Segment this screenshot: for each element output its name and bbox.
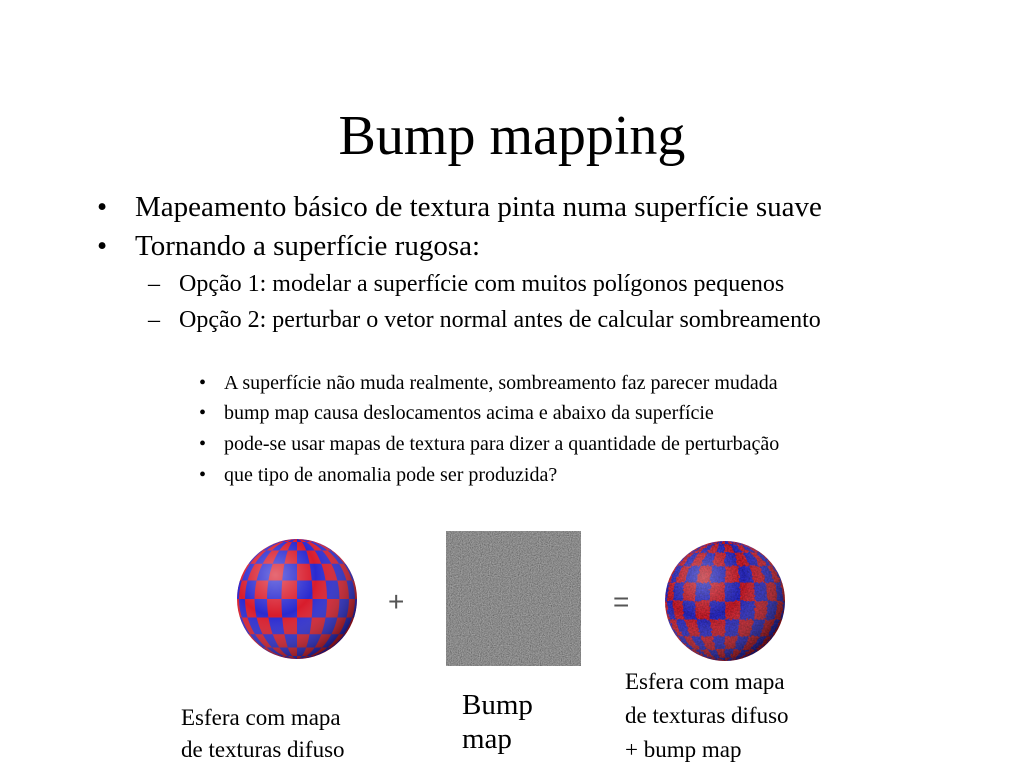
caption-line: map bbox=[462, 723, 512, 755]
checkered-sphere-bump-image bbox=[664, 540, 786, 662]
caption-bump-sphere bbox=[625, 665, 789, 767]
checkered-sphere-diffuse-image bbox=[236, 538, 358, 660]
plus-sign: + bbox=[388, 586, 405, 617]
caption-line: de texturas difuso bbox=[625, 703, 789, 728]
sub-sub-bullet-text: bump map causa deslocamentos acima e abaixo da superfície bbox=[224, 402, 714, 424]
bullet-marker: • bbox=[199, 433, 207, 455]
sub-sub-bullet-text: A superfície não muda realmente, sombreamento faz parecer mudada bbox=[224, 372, 778, 394]
dash-marker: – bbox=[148, 271, 160, 297]
equals-sign: = bbox=[613, 586, 630, 617]
dash-marker: – bbox=[148, 307, 160, 333]
bullet-marker: • bbox=[97, 230, 108, 262]
sub-bullet-text: Opção 1: modelar a superfície com muitos polígonos pequenos bbox=[179, 271, 785, 297]
caption-line: de texturas difuso bbox=[181, 737, 345, 762]
bullet-marker: • bbox=[199, 402, 207, 424]
caption-line: Bump bbox=[462, 689, 533, 721]
bullet-marker: • bbox=[97, 191, 108, 223]
bullet-text: Mapeamento básico de textura pinta numa superfície suave bbox=[135, 191, 822, 223]
caption-line: Esfera com mapa bbox=[181, 705, 341, 730]
sub-sub-bullet-text: pode-se usar mapas de textura para dizer a quantidade de perturbação bbox=[224, 433, 780, 455]
bullet-marker: • bbox=[199, 464, 207, 486]
caption-line: + bump map bbox=[625, 737, 742, 762]
sub-sub-bullet-text: que tipo de anomalia pode ser produzida? bbox=[224, 464, 558, 486]
bump-map-noise-image bbox=[446, 531, 581, 666]
caption-bump-map bbox=[462, 688, 533, 756]
bullet-marker: • bbox=[199, 372, 207, 394]
bullet-text: Tornando a superfície rugosa: bbox=[135, 230, 481, 262]
caption-line: Esfera com mapa bbox=[625, 669, 785, 694]
slide-title: Bump mapping bbox=[338, 105, 686, 167]
sub-bullet-text: Opção 2: perturbar o vetor normal antes de calcular sombreamento bbox=[179, 307, 821, 333]
caption-diffuse-sphere bbox=[181, 702, 345, 766]
